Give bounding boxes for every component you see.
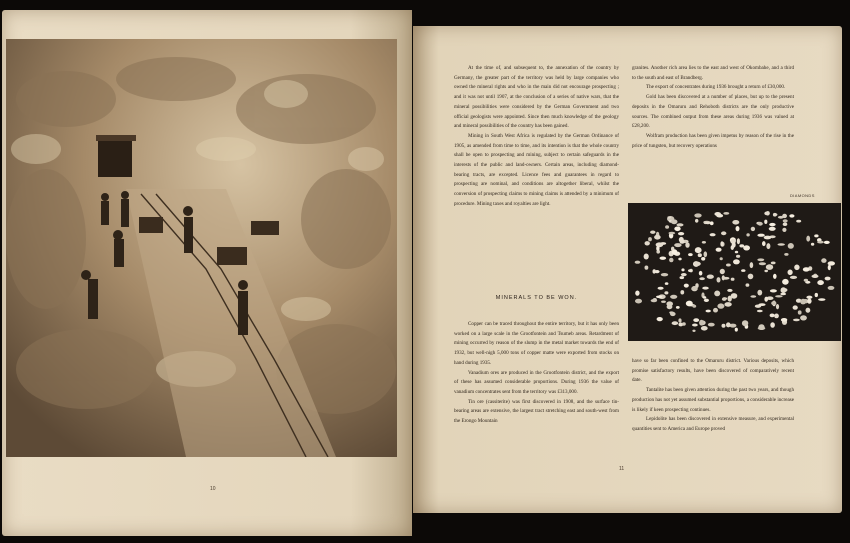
- diamond-stone: [812, 275, 819, 278]
- diamond-stone: [688, 253, 693, 256]
- copper-mine-photo: [6, 39, 397, 457]
- diamond-stone: [757, 290, 762, 296]
- diamond-stone: [635, 261, 641, 264]
- diamond-stone: [716, 214, 723, 218]
- paragraph: Lepidolite has been discovered in extensive measure, and experimental quantities sent to America and Europe proved: [632, 416, 794, 432]
- diamond-stone: [806, 296, 812, 299]
- diamond-stone: [828, 286, 835, 290]
- diamond-stone: [680, 290, 684, 294]
- diamond-stone: [782, 228, 786, 232]
- diamond-stone: [807, 298, 811, 303]
- diamond-stone: [694, 262, 701, 266]
- diamonds-caption: DIAMONDS: [790, 193, 815, 198]
- diamond-stone: [710, 221, 714, 225]
- diamond-stone: [750, 262, 754, 268]
- diamond-stone: [732, 220, 739, 225]
- diamond-stone: [699, 271, 703, 276]
- diamond-stone: [707, 275, 714, 279]
- diamond-stone: [817, 241, 824, 244]
- diamond-stone: [800, 315, 807, 320]
- diamond-stone: [759, 262, 766, 265]
- diamond-stone: [771, 262, 776, 265]
- diamond-stone: [676, 306, 680, 309]
- section-heading: MINERALS TO BE WON.: [495, 295, 578, 301]
- diamond-stone: [645, 266, 649, 270]
- diamond-stone: [724, 302, 731, 307]
- paragraph: Gold has been discovered at a number of places, but up to the present deposits in the Omaruru and Rehoboth districts are the only productive sources. The combined output from these areas during 1936 was valued at £28,200.: [632, 94, 794, 130]
- diamond-stone: [701, 257, 705, 261]
- diamond-stone: [720, 241, 723, 246]
- diamond-stone: [677, 223, 684, 226]
- diamond-stone: [693, 318, 699, 322]
- page-number-right: 11: [619, 466, 625, 472]
- diamond-stone: [674, 243, 681, 247]
- diamond-stone: [704, 251, 708, 257]
- diamond-stone: [708, 323, 715, 327]
- diamond-stone: [788, 270, 793, 276]
- diamond-stone: [656, 246, 659, 251]
- diamond-stone: [722, 297, 727, 301]
- diamond-stone: [661, 301, 666, 303]
- diamond-stone: [658, 287, 664, 290]
- diamond-stone: [706, 310, 711, 313]
- diamond-stone: [720, 269, 725, 274]
- diamond-stone: [771, 301, 776, 305]
- diamond-stone: [694, 213, 701, 217]
- diamond-stone: [764, 220, 767, 224]
- diamond-stone: [736, 255, 740, 258]
- diamond-stone: [674, 227, 680, 232]
- diamond-stone: [699, 277, 705, 280]
- diamond-stone: [650, 231, 655, 234]
- diamond-stone: [828, 261, 835, 265]
- diamond-stone: [741, 269, 745, 272]
- diamond-stone: [758, 222, 763, 226]
- diamond-stone: [775, 295, 783, 297]
- diamond-stone: [764, 270, 768, 272]
- diamond-stone: [660, 257, 667, 260]
- diamond-stone: [735, 328, 738, 332]
- diamond-stone: [656, 296, 662, 299]
- diamond-stone: [762, 241, 766, 246]
- diamond-stone: [778, 243, 785, 245]
- diamond-stone: [665, 282, 669, 285]
- diamond-stone: [800, 299, 806, 305]
- paragraph: The export of concentrates during 1936 brought a return of £30,000.: [646, 84, 786, 91]
- diamond-stone: [793, 305, 798, 309]
- diamond-stone: [678, 232, 684, 235]
- text-column-b: [632, 64, 794, 151]
- diamond-stone: [770, 322, 775, 328]
- diamond-stone: [815, 293, 818, 297]
- diamond-stone: [757, 310, 763, 313]
- diamond-stone: [758, 324, 764, 330]
- text-column-a: [454, 64, 619, 210]
- diamond-stone: [682, 322, 686, 325]
- diamond-stone: [750, 295, 756, 298]
- diamond-stone: [727, 289, 732, 292]
- diamond-stone: [645, 241, 650, 245]
- diamond-stone: [666, 301, 673, 306]
- diamond-stone: [703, 296, 707, 299]
- diamond-stone: [783, 219, 788, 222]
- copper-mine-illustration: [6, 39, 397, 457]
- diamond-stone: [695, 247, 702, 253]
- diamond-stone: [717, 277, 721, 282]
- diamond-stone: [672, 321, 679, 325]
- diamond-stone: [726, 322, 731, 327]
- diamond-stone: [803, 267, 810, 271]
- diamond-stone: [781, 287, 787, 293]
- diamond-stone: [769, 223, 775, 226]
- diamond-stone: [713, 308, 718, 313]
- diamond-stone: [678, 318, 681, 322]
- diamond-stone: [635, 291, 639, 296]
- diamond-stone: [764, 297, 768, 302]
- diamond-stone: [731, 245, 734, 250]
- diamond-stone: [714, 291, 720, 297]
- diamond-stone: [737, 238, 740, 244]
- diamond-stone: [665, 225, 669, 229]
- diamond-stone: [783, 223, 788, 226]
- diamond-stone: [688, 269, 693, 272]
- page-number-left: 10: [210, 486, 216, 492]
- diamond-stone: [774, 314, 779, 319]
- diamond-stone: [746, 283, 750, 286]
- diamond-stone: [794, 265, 799, 271]
- paragraph: At the time of, and subsequent to, the annexation of the country by Germany, the greater part of the territory was held by large companies who owned the mineral rights and who in the main did not encourage prospecting ; and it was not until 1907, at the conclusion of a series of native wars, that the mineral possibilities were considered by the German Government and two official geologists were appointed. Since then much knowledge of the geology and mineral possibilities of the country has been gained.: [454, 65, 619, 130]
- diamond-stone: [681, 273, 687, 276]
- diamond-stone: [721, 231, 726, 235]
- diamond-stone: [746, 233, 749, 236]
- diamond-stone: [773, 213, 777, 217]
- diamond-stone: [782, 279, 789, 285]
- diamond-stone: [811, 243, 814, 246]
- diamond-stone: [825, 277, 831, 281]
- paragraph: Mining in South West Africa is regulated by the German Ordinance of 1905, as amended from time to time, and its intention is that the whole country shall be open to prospecting and mining, subject to certain safeguards in the interests of the public and land-owners. Certain areas, including diamond-bearing tracts, are excepted. Licence fees and guarantees in regard to prospecting are nominal, and conditions are altogether liberal, whilst the conversion of prospecting claims to mining claims is attended by a minimum of procedure. Mining taxes and royalties are light.: [454, 132, 619, 207]
- diamond-stone: [781, 318, 787, 322]
- diamond-stone: [692, 286, 698, 291]
- diamond-stone: [804, 279, 808, 282]
- diamonds-photo: [628, 203, 841, 341]
- diamond-stone: [685, 242, 689, 248]
- diamond-stone: [742, 320, 748, 326]
- diamond-stone: [736, 226, 740, 231]
- diamond-stone: [669, 258, 673, 263]
- diamond-stone: [716, 248, 722, 252]
- diamond-stone: [726, 264, 731, 267]
- diamond-stone: [722, 324, 726, 328]
- diamond-stone: [751, 227, 755, 231]
- diamond-stone: [748, 274, 754, 280]
- diamond-stone: [710, 233, 716, 236]
- paragraph: Tantalite has been given attention during the past two years, and though production has not yet assumed substantial proportions, a considerable increase is likely if keen prospecting continues.: [632, 387, 794, 413]
- diamond-stone: [758, 303, 765, 306]
- diamonds-illustration: [628, 203, 841, 341]
- diamond-stone: [664, 291, 668, 294]
- diamond-stone: [692, 330, 695, 332]
- diamond-stone: [702, 241, 706, 244]
- diamond-stone: [661, 273, 668, 276]
- diamond-stone: [698, 253, 702, 257]
- paragraph: Wolfram production has been given impetus by reason of the rise in the price of tungsten, but recovery operations: [632, 132, 794, 149]
- diamond-stone: [722, 275, 725, 280]
- diamond-stone: [686, 301, 693, 307]
- paragraph: Copper can be traced throughout the entire territory, but it has only been worked on a large scale in the Grootfontein and Tsumeb areas. Retardment of mining occurred by reason of the slump in the metal market towards the end of 1932, but well-nigh 5,000 tons of copper matte were exported from stocks on hand during 1935.: [454, 321, 619, 366]
- diamond-stone: [743, 245, 750, 250]
- diamond-stone: [704, 299, 709, 302]
- diamond-stone: [720, 257, 723, 260]
- diamond-stone: [828, 265, 831, 270]
- diamond-stone: [776, 304, 779, 309]
- diamond-stone: [796, 220, 801, 223]
- diamond-stone: [684, 284, 689, 288]
- diamond-stone: [788, 243, 794, 249]
- diamond-stone: [818, 298, 825, 301]
- diamond-stone: [728, 296, 732, 302]
- diamond-stone: [773, 274, 777, 279]
- paragraph: Vanadium ores are produced in the Grootfontein district, and the export of these has assumed considerable proportions. During 1936 the value of vanadium concentrates sent from the territory was £313,000.: [454, 369, 619, 395]
- diamond-stone: [656, 242, 664, 247]
- diamond-stone: [644, 254, 649, 260]
- diamond-stone: [789, 214, 794, 217]
- diamond-stone: [653, 269, 656, 273]
- paragraph: Tin ore (cassiterite) was first discovered in 1908, and the surface tin-bearing areas are extensive, the largest tract stretching east and south-west from the Erongo Mountain: [454, 398, 619, 425]
- diamond-stone: [764, 212, 769, 216]
- diamond-stone: [769, 227, 776, 231]
- diamond-stone: [717, 303, 724, 308]
- diamond-stone: [651, 299, 657, 302]
- diamond-stone: [679, 237, 684, 243]
- diamond-stone: [814, 234, 818, 237]
- diamond-stone: [793, 319, 800, 322]
- diamond-stone: [824, 241, 830, 244]
- diamond-stone: [764, 236, 772, 240]
- diamond-stone: [678, 258, 681, 261]
- diamond-stone: [735, 251, 738, 254]
- diamond-stone: [654, 235, 661, 240]
- diamond-stone: [757, 258, 764, 261]
- diamond-stone: [806, 236, 810, 242]
- diamond-stone: [669, 232, 676, 235]
- diamond-stone: [770, 289, 777, 292]
- diamond-stone: [766, 243, 770, 249]
- diamond-stone: [680, 276, 685, 279]
- diamond-stone: [695, 219, 698, 223]
- diamond-stone: [699, 320, 704, 326]
- diamond-stone: [733, 259, 740, 264]
- diamond-stone: [731, 278, 735, 281]
- diamond-stone: [701, 326, 708, 331]
- diamond-stone: [648, 237, 652, 241]
- diamond-stone: [821, 258, 826, 263]
- diamond-stone: [757, 234, 764, 237]
- diamond-stone: [778, 216, 784, 219]
- diamond-stone: [766, 264, 773, 270]
- diamond-stone: [667, 216, 671, 218]
- diamond-stone: [702, 287, 708, 290]
- diamond-stone: [770, 314, 775, 318]
- diamond-stone: [670, 312, 676, 316]
- diamond-stone: [806, 308, 811, 313]
- diamond-stone: [784, 253, 788, 256]
- diamond-stone: [790, 276, 797, 279]
- diamond-stone: [671, 219, 678, 224]
- paragraph: have so far been confined to the Omaruru district. Various deposits, which promise satisfactory results, have been discovered of comparatively recent date.: [632, 358, 794, 384]
- diamond-stone: [723, 212, 729, 215]
- diamond-stone: [705, 222, 710, 224]
- diamond-stone: [635, 299, 642, 304]
- diamond-stone: [657, 317, 663, 321]
- diamond-stone: [692, 305, 696, 308]
- diamond-stone: [670, 295, 677, 299]
- paragraph: granites. Another rich area lies to the east and west of Okombahe, and a third to the south and east of Brandberg.: [632, 65, 794, 81]
- diamond-stone: [798, 310, 802, 314]
- text-column-c: [454, 320, 619, 427]
- diamond-stone: [672, 249, 677, 255]
- diamond-stone: [817, 280, 824, 285]
- diamond-stone: [692, 324, 698, 327]
- diamond-stone: [681, 268, 684, 271]
- text-column-d: [632, 357, 794, 435]
